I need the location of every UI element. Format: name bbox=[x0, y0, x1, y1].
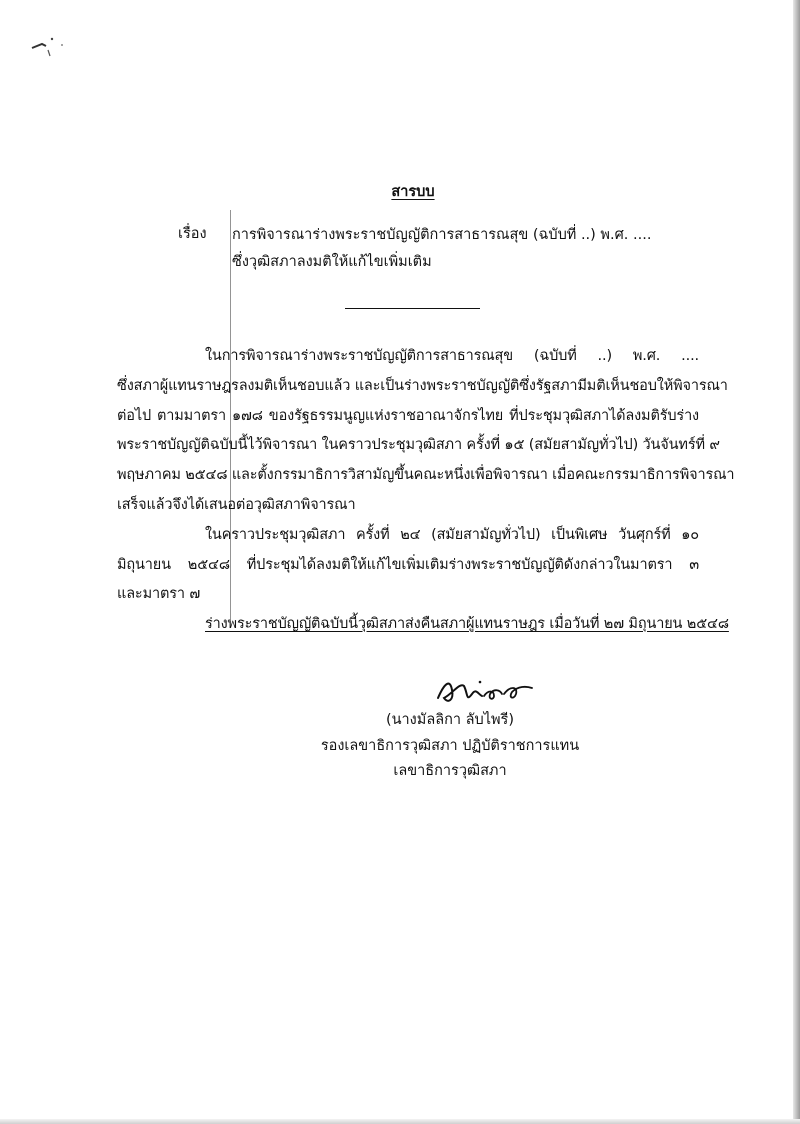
body-line-underlined: ร่างพระราชบัญญัติฉบับนี้วุฒิสภาส่งคืนสภาผู้แทนราษฎร เมื่อวันที่ ๒๗ มิถุนายน ๒๕๔๘ bbox=[205, 616, 729, 633]
scan-edge-bottom bbox=[0, 1119, 800, 1124]
document-body bbox=[117, 342, 735, 640]
body-line: ในคราวประชุมวุฒิสภา ครั้งที่ ๒๔ (สมัยสามัญทั่วไป) เป็นพิเศษ วันศุกร์ที่ ๑๐ bbox=[205, 526, 699, 543]
separator-line bbox=[345, 308, 480, 309]
body-line: ต่อไป ตามมาตรา ๑๗๘ ของรัฐธรรมนูญแห่งราชอาณาจักรไทย ที่ประชุมวุฒิสภาได้ลงมติรับร่าง bbox=[117, 407, 699, 424]
signer-position: รองเลขาธิการวุฒิสภา ปฏิบัติราชการแทน bbox=[320, 737, 580, 754]
signer-name: (นางมัลลิกา ลับไพรี) bbox=[385, 712, 515, 728]
body-line: และมาตรา ๗ bbox=[117, 586, 201, 603]
subject-line: ซึ่งวุฒิสภาลงมติให้แก้ไขเพิ่มเติม bbox=[232, 254, 432, 270]
paragraph-return bbox=[117, 610, 729, 640]
body-line: ในการพิจารณาร่างพระราชบัญญัติการสาธารณสุข (ฉบับที่ ..) พ.ศ. .... bbox=[205, 348, 699, 364]
body-line: เสร็จแล้วจึงได้เสนอต่อวุฒิสภาพิจารณา bbox=[117, 496, 356, 513]
scan-mark-icon bbox=[28, 30, 78, 60]
scan-edge-right bbox=[793, 0, 800, 1124]
subject-text bbox=[232, 222, 702, 276]
subject-line: การพิจารณาร่างพระราชบัญญัติการสาธารณสุข (ฉบับที่ ..) พ.ศ. .... bbox=[232, 227, 652, 243]
subject-label: เรื่อง bbox=[178, 226, 207, 242]
signature-block bbox=[300, 708, 600, 785]
paragraph-consideration bbox=[117, 342, 735, 521]
handwritten-signature bbox=[430, 664, 550, 714]
body-line: มิถุนายน ๒๕๔๘ ที่ประชุมได้ลงมติให้แก้ไขเพิ่มเติมร่างพระราชบัญญัติดังกล่าวในมาตรา ๓ bbox=[117, 556, 699, 573]
body-line: พระราชบัญญัติฉบับนี้ไว้พิจารณา ในคราวประชุมวุฒิสภา ครั้งที่ ๑๕ (สมัยสามัญทั่วไป) วันจันทร์ที่ ๙ bbox=[117, 437, 720, 454]
body-line: ซึ่งสภาผู้แทนราษฎรลงมติเห็นชอบแล้ว และเป็นร่างพระราชบัญญัติซึ่งรัฐสภามีมติเห็นชอบให้พิจารณา bbox=[117, 377, 728, 394]
paragraph-amendment bbox=[117, 521, 699, 610]
document-title: สารบบ bbox=[391, 184, 435, 200]
signer-position-2: เลขาธิการวุฒิสภา bbox=[393, 763, 507, 779]
body-line: พฤษภาคม ๒๕๔๘ และตั้งกรรมาธิการวิสามัญขึ้นคณะหนึ่งเพื่อพิจารณา เมื่อคณะกรรมาธิการพิจารณา bbox=[117, 467, 735, 484]
